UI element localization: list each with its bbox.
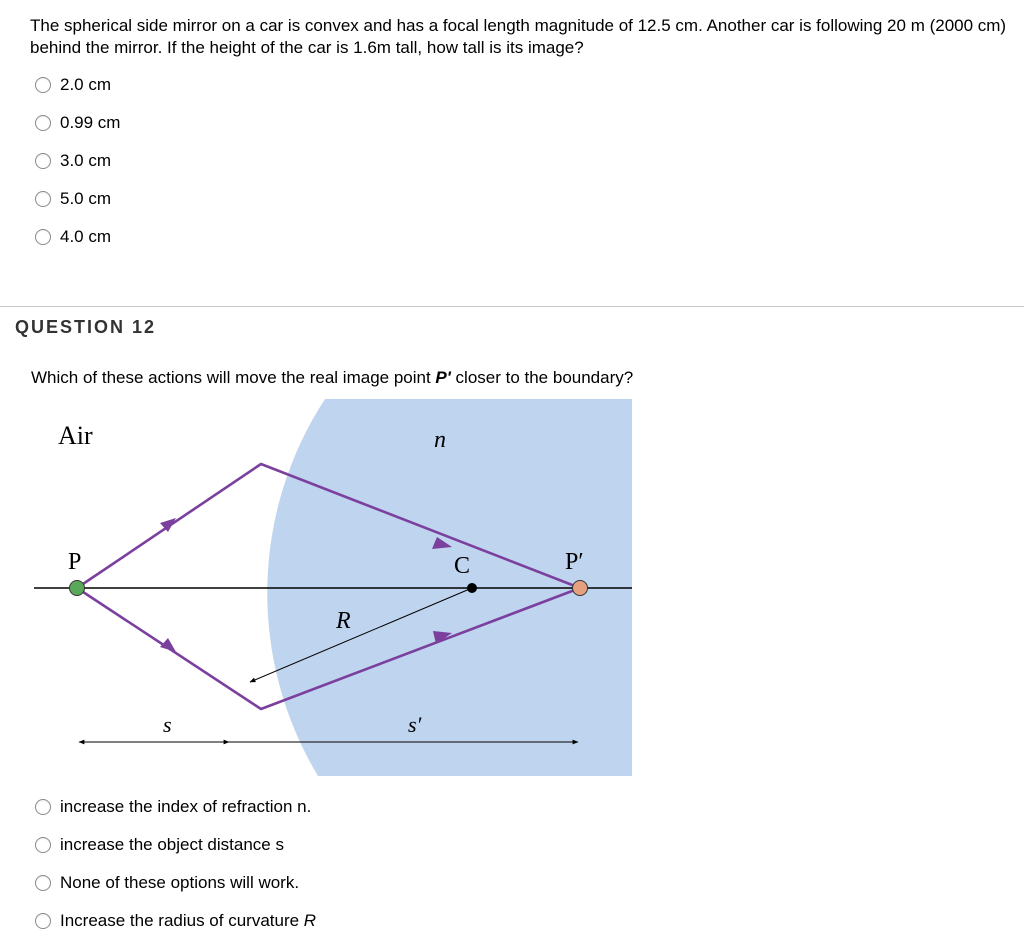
question-12-heading: QUESTION 12 xyxy=(15,317,157,337)
q12-option-3[interactable] xyxy=(35,871,299,895)
q11-option-3[interactable] xyxy=(35,149,111,173)
q12-option-label xyxy=(60,911,316,931)
label-s-prime: s′ xyxy=(408,712,422,737)
q12-option-4[interactable] xyxy=(35,909,316,933)
label-n: n xyxy=(434,427,446,453)
radio-button[interactable] xyxy=(35,799,51,815)
q11-option-1[interactable] xyxy=(35,73,111,97)
image-point-p-prime xyxy=(573,581,588,596)
q11-option-5[interactable] xyxy=(35,225,111,249)
radio-button[interactable] xyxy=(35,77,51,93)
label-air: Air xyxy=(58,421,93,450)
q12-option-1[interactable] xyxy=(35,795,311,819)
question-divider xyxy=(0,306,1024,307)
label-r: R xyxy=(336,608,351,634)
radio-button[interactable] xyxy=(35,913,51,929)
radio-button[interactable] xyxy=(35,875,51,891)
object-point-p xyxy=(70,581,85,596)
q11-option-label: 5.0 cm xyxy=(60,189,112,208)
q11-option-4[interactable] xyxy=(35,187,111,211)
radio-button[interactable] xyxy=(35,191,51,207)
q11-option-2[interactable] xyxy=(35,111,120,135)
refraction-diagram xyxy=(0,380,660,790)
q12-text-before: Which of these actions will move the real image point xyxy=(31,368,436,387)
q11-option-label: 2.0 cm xyxy=(60,75,112,94)
q12-option-label: increase the index of refraction n. xyxy=(60,797,312,816)
q12-option-4-variable: R xyxy=(303,911,317,930)
q12-option-label: None of these options will work. xyxy=(60,873,300,892)
center-point-c xyxy=(467,583,477,593)
q11-option-label: 4.0 cm xyxy=(60,227,112,246)
radio-button[interactable] xyxy=(35,115,51,131)
label-s: s xyxy=(163,712,172,737)
ray-arrow-icon xyxy=(160,638,176,652)
q12-text-emphasis: P' xyxy=(435,368,451,387)
radio-button[interactable] xyxy=(35,229,51,245)
label-p: P xyxy=(68,549,82,575)
q11-option-label: 3.0 cm xyxy=(60,151,112,170)
radio-button[interactable] xyxy=(35,837,51,853)
q12-text-after: closer to the boundary? xyxy=(450,368,634,387)
q12-option-label: increase the object distance s xyxy=(60,835,284,854)
q12-option-4-text: Increase the radius of curvature xyxy=(60,911,304,930)
q11-option-label: 0.99 cm xyxy=(60,113,121,132)
q12-option-2[interactable] xyxy=(35,833,284,857)
label-p-prime: P′ xyxy=(565,549,584,575)
radio-button[interactable] xyxy=(35,153,51,169)
label-c: C xyxy=(454,553,471,579)
question-11-text: The spherical side mirror on a car is convex and has a focal length magnitude of 12.5 cm. Another car is following 20 m (2000 cm) behind the mirror. If the height of the car is 1.6m tall, how tall is its image? xyxy=(30,16,1007,57)
